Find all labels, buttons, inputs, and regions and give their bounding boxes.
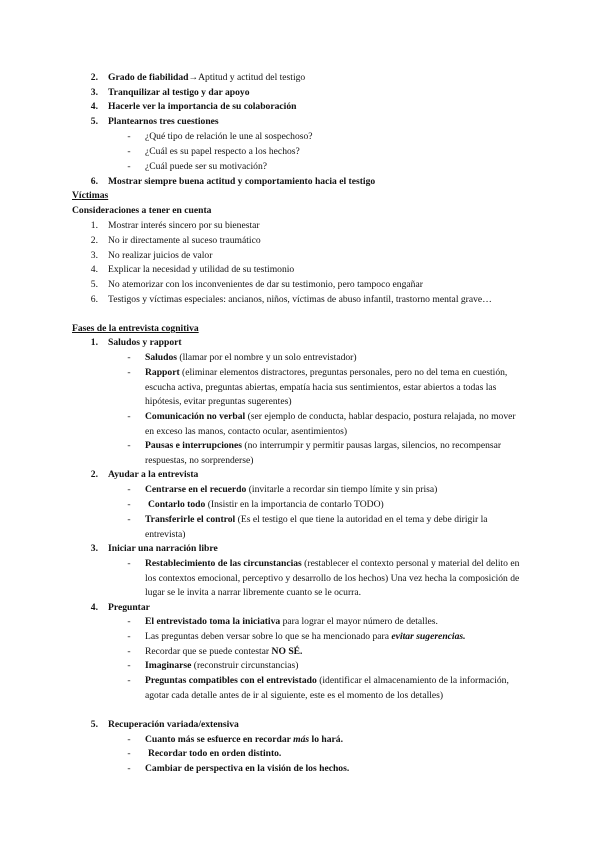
document-page: 2. Grado de fiabilidad→Aptitud y actitud del testigo 3. Tranquilizar al testigo y dar apoyo 4. Hacerle ver la importancia de su colaboración 5. Plantearnos tres cuestiones - ¿Qué tipo de relación le une al sospechoso? - ¿Cuál es su papel respecto a los hechos? - ¿Cuál puede ser su motivación? 6. Mostrar siempre buena actitud y comportamiento hacia el testigo Víctimas Consideraciones a tener en cuenta 1. Mostrar interés sincero por su bienestar 2. No ir directamente al suceso traumático 3. No realizar juicios de valor 4. Explicar la necesidad y utilidad de su testimonio 5. No atemorizar con los inconvenientes de dar su testimonio, pero tampoco engañar 6. Testigos y víctimas especiales: ancianos, niños, víctimas de abuso infantil, trastorno mental grave… Fases de la entrevista cognitiva 1. Saludos y rapport - Saludos (llamar por el nombre y un solo entrevistador) - Rapport (eliminar elementos distractores, preguntas personales, pero no del tema en cuestión, escucha activa, preguntas abiertas, empatía hacia sus sentimientos, estar abiertos a todas las hipótesis, evitar preguntas sugerentes) - Comunicación no verbal (ser ejemplo de conducta, hablar despacio, postura relajada, no mover en exceso las manos, contacto ocular, asentimientos) - Pausas e interrupciones (no interrumpir y permitir pausas largas, silencios, no recompensar respuestas, no sorprenderse) 2. Ayudar a la entrevista - Centrarse en el recuerdo (invitarle a recordar sin tiempo límite y sin prisa) - Contarlo todo (Insistir en la importancia de contarlo TODO) - Transferirle el control (Es el testigo el que tiene la autoridad en el tema y debe dirigir la entrevista) 3. Iniciar una narración libre - Restablecimiento de las circunstancias (restablecer el contexto personal y material del delito en los contextos emocional, perceptivo y desarrollo de los hechos) Una vez hecha la composición de lugar se le invita a narrar libremente cuanto se le ocurra. 4. Preguntar - El entrevistado toma la iniciativa para lograr el mayor número de detalles. - Las preguntas deben versar sobre lo que se ha mencionado para evitar sugerencias. - Recordar que se puede contestar NO SÉ. - Imaginarse (reconstruir circunstancias) - Preguntas compatibles con el entrevistado (identificar el almacenamiento de la información, agotar cada detalle antes de ir al siguiente, este es el momento de los detalles) 5. Recuperación variada/extensiva - Cuanto más se esfuerce en recordar más lo hará. - Recordar todo en orden distinto. - Cambiar de perspectiva en la visión de los hechos.	[0, 0, 600, 848]
fases-heading: Fases de la entrevista cognitiva	[72, 323, 199, 334]
victimas-subheading: Consideraciones a tener en cuenta	[72, 205, 212, 216]
victimas-heading: Víctimas	[72, 190, 109, 201]
